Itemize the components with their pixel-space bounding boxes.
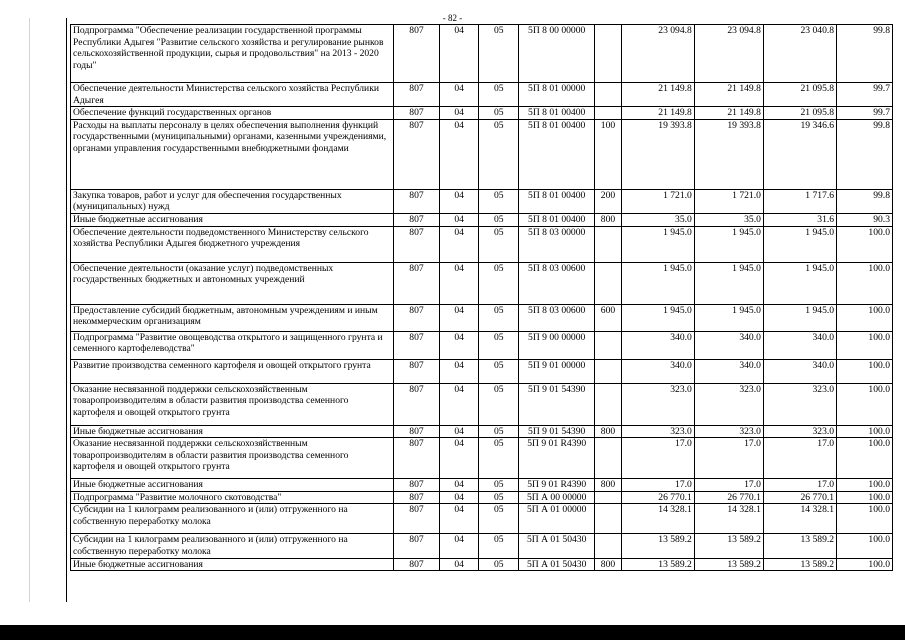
refined-amount: 1 945.0 <box>694 304 763 331</box>
row-name: Подпрограмма "Обеспечение реализации государственной программы Республики Адыгея "Развитие сельского хозяйства и регулирование рынков сельскохозяйственной продукции, сырья и продовольствия" на 2013 - 2020 годы" <box>71 25 394 83</box>
subsection-code: 05 <box>479 479 519 492</box>
expense-type <box>595 226 621 262</box>
subsection-code: 05 <box>479 25 519 83</box>
plan-amount: 13 589.2 <box>621 558 694 571</box>
table-row <box>71 107 893 120</box>
execution-percent: 100.0 <box>837 504 893 534</box>
page-number: - 82 - <box>442 13 463 23</box>
target-article: 5П 8 03 00600 <box>519 262 595 304</box>
refined-amount: 35.0 <box>694 213 763 226</box>
row-name: Иные бюджетные ассигнования <box>71 213 394 226</box>
refined-amount: 21 149.8 <box>694 107 763 120</box>
table-row <box>71 189 893 213</box>
expense-type <box>595 83 621 107</box>
refined-amount: 340.0 <box>694 331 763 359</box>
section-code: 04 <box>439 479 479 492</box>
admin-code: 807 <box>394 213 440 226</box>
execution-percent: 99.8 <box>837 119 893 189</box>
row-name: Обеспечение функций государственных органов <box>71 107 394 120</box>
section-code: 04 <box>439 504 479 534</box>
execution-percent: 99.8 <box>837 25 893 83</box>
plan-amount: 340.0 <box>621 331 694 359</box>
table-row <box>71 491 893 504</box>
table-row <box>71 425 893 438</box>
row-name: Оказание несвязанной поддержки сельскохозяйственным товаропроизводителям в области развития производства семенного картофеля и овощей открытого грунта <box>71 383 394 425</box>
plan-amount: 26 770.1 <box>621 491 694 504</box>
subsection-code: 05 <box>479 304 519 331</box>
executed-amount: 14 328.1 <box>763 504 836 534</box>
expense-type: 800 <box>595 425 621 438</box>
section-code: 04 <box>439 189 479 213</box>
admin-code: 807 <box>394 107 440 120</box>
plan-amount: 17.0 <box>621 438 694 479</box>
admin-code: 807 <box>394 331 440 359</box>
admin-code: 807 <box>394 226 440 262</box>
target-article: 5П 8 03 00600 <box>519 304 595 331</box>
subsection-code: 05 <box>479 491 519 504</box>
expense-type <box>595 504 621 534</box>
row-name: Закупка товаров, работ и услуг для обеспечения государственных (муниципальных) нужд <box>71 189 394 213</box>
table-row <box>71 119 893 189</box>
subsection-code: 05 <box>479 189 519 213</box>
expense-type: 800 <box>595 558 621 571</box>
subsection-code: 05 <box>479 331 519 359</box>
plan-amount: 1 945.0 <box>621 304 694 331</box>
admin-code: 807 <box>394 359 440 383</box>
table-row <box>71 226 893 262</box>
expense-type <box>595 383 621 425</box>
section-code: 04 <box>439 304 479 331</box>
row-name: Иные бюджетные ассигнования <box>71 425 394 438</box>
target-article: 5П 8 01 00400 <box>519 189 595 213</box>
execution-percent: 100.0 <box>837 304 893 331</box>
target-article: 5П 8 01 00400 <box>519 119 595 189</box>
execution-percent: 99.8 <box>837 189 893 213</box>
admin-code: 807 <box>394 558 440 571</box>
section-code: 04 <box>439 226 479 262</box>
execution-percent: 90.3 <box>837 213 893 226</box>
admin-code: 807 <box>394 479 440 492</box>
table-row <box>71 438 893 479</box>
executed-amount: 31.6 <box>763 213 836 226</box>
subsection-code: 05 <box>479 107 519 120</box>
row-name: Оказание несвязанной поддержки сельскохозяйственным товаропроизводителям в области развития производства семенного картофеля и овощей открытого грунта <box>71 438 394 479</box>
expense-type <box>595 491 621 504</box>
section-code: 04 <box>439 425 479 438</box>
admin-code: 807 <box>394 534 440 558</box>
target-article: 5П 8 01 00400 <box>519 213 595 226</box>
table-row <box>71 304 893 331</box>
section-code: 04 <box>439 383 479 425</box>
executed-amount: 1 945.0 <box>763 226 836 262</box>
scan-bottom-edge <box>0 625 905 640</box>
refined-amount: 1 721.0 <box>694 189 763 213</box>
target-article: 5П А 01 00000 <box>519 504 595 534</box>
target-article: 5П 9 01 R4390 <box>519 479 595 492</box>
execution-percent: 100.0 <box>837 425 893 438</box>
refined-amount: 21 149.8 <box>694 83 763 107</box>
admin-code: 807 <box>394 25 440 83</box>
expense-type: 100 <box>595 119 621 189</box>
plan-amount: 23 094.8 <box>621 25 694 83</box>
executed-amount: 323.0 <box>763 425 836 438</box>
subsection-code: 05 <box>479 425 519 438</box>
table-row <box>71 504 893 534</box>
target-article: 5П 9 01 54390 <box>519 425 595 438</box>
admin-code: 807 <box>394 491 440 504</box>
execution-percent: 100.0 <box>837 226 893 262</box>
executed-amount: 17.0 <box>763 479 836 492</box>
refined-amount: 323.0 <box>694 383 763 425</box>
target-article: 5П 8 01 00400 <box>519 107 595 120</box>
target-article: 5П 8 00 00000 <box>519 25 595 83</box>
execution-percent: 100.0 <box>837 534 893 558</box>
target-article: 5П А 01 50430 <box>519 534 595 558</box>
execution-percent: 100.0 <box>837 558 893 571</box>
execution-percent: 100.0 <box>837 491 893 504</box>
row-name: Иные бюджетные ассигнования <box>71 558 394 571</box>
plan-amount: 340.0 <box>621 359 694 383</box>
plan-amount: 14 328.1 <box>621 504 694 534</box>
row-name: Обеспечение деятельности (оказание услуг) подведомственных государственных бюджетных и автономных учреждений <box>71 262 394 304</box>
subsection-code: 05 <box>479 383 519 425</box>
execution-percent: 99.7 <box>837 83 893 107</box>
subsection-code: 05 <box>479 213 519 226</box>
target-article: 5П 9 01 00000 <box>519 359 595 383</box>
subsection-code: 05 <box>479 438 519 479</box>
execution-percent: 100.0 <box>837 262 893 304</box>
executed-amount: 1 945.0 <box>763 262 836 304</box>
section-code: 04 <box>439 359 479 383</box>
section-code: 04 <box>439 262 479 304</box>
refined-amount: 13 589.2 <box>694 534 763 558</box>
refined-amount: 1 945.0 <box>694 262 763 304</box>
subsection-code: 05 <box>479 226 519 262</box>
target-article: 5П 9 01 R4390 <box>519 438 595 479</box>
row-name: Иные бюджетные ассигнования <box>71 479 394 492</box>
expense-type <box>595 262 621 304</box>
table-row <box>71 558 893 571</box>
section-code: 04 <box>439 331 479 359</box>
expense-type <box>595 25 621 83</box>
refined-amount: 26 770.1 <box>694 491 763 504</box>
refined-amount: 340.0 <box>694 359 763 383</box>
subsection-code: 05 <box>479 119 519 189</box>
budget-rows <box>71 25 893 571</box>
refined-amount: 23 094.8 <box>694 25 763 83</box>
subsection-code: 05 <box>479 534 519 558</box>
target-article: 5П А 00 00000 <box>519 491 595 504</box>
row-name: Подпрограмма "Развитие овощеводства открытого и защищенного грунта и семенного картофелеводства" <box>71 331 394 359</box>
target-article: 5П 9 01 54390 <box>519 383 595 425</box>
target-article: 5П 8 03 00000 <box>519 226 595 262</box>
row-name: Обеспечение деятельности подведомственного Министерству сельского хозяйства Республики Адыгея бюджетного учреждения <box>71 226 394 262</box>
budget-table <box>70 24 893 571</box>
plan-amount: 35.0 <box>621 213 694 226</box>
table-row <box>71 534 893 558</box>
executed-amount: 340.0 <box>763 331 836 359</box>
executed-amount: 17.0 <box>763 438 836 479</box>
expense-type: 800 <box>595 213 621 226</box>
subsection-code: 05 <box>479 262 519 304</box>
plan-amount: 21 149.8 <box>621 83 694 107</box>
execution-percent: 100.0 <box>837 479 893 492</box>
row-name: Развитие производства семенного картофеля и овощей открытого грунта <box>71 359 394 383</box>
refined-amount: 17.0 <box>694 438 763 479</box>
target-article: 5П 9 00 00000 <box>519 331 595 359</box>
execution-percent: 99.7 <box>837 107 893 120</box>
execution-percent: 100.0 <box>837 359 893 383</box>
admin-code: 807 <box>394 425 440 438</box>
refined-amount: 19 393.8 <box>694 119 763 189</box>
admin-code: 807 <box>394 119 440 189</box>
execution-percent: 100.0 <box>837 331 893 359</box>
plan-amount: 323.0 <box>621 383 694 425</box>
table-row <box>71 331 893 359</box>
plan-amount: 17.0 <box>621 479 694 492</box>
row-name: Субсидии на 1 килограмм реализованного и (или) отгруженного на собственную переработку молока <box>71 534 394 558</box>
executed-amount: 26 770.1 <box>763 491 836 504</box>
plan-amount: 1 721.0 <box>621 189 694 213</box>
table-row <box>71 213 893 226</box>
subsection-code: 05 <box>479 359 519 383</box>
target-article: 5П А 01 50430 <box>519 558 595 571</box>
executed-amount: 13 589.2 <box>763 534 836 558</box>
executed-amount: 21 095.8 <box>763 83 836 107</box>
expense-type <box>595 331 621 359</box>
plan-amount: 323.0 <box>621 425 694 438</box>
execution-percent: 100.0 <box>837 383 893 425</box>
executed-amount: 1 717.6 <box>763 189 836 213</box>
plan-amount: 1 945.0 <box>621 226 694 262</box>
executed-amount: 340.0 <box>763 359 836 383</box>
admin-code: 807 <box>394 383 440 425</box>
executed-amount: 21 095.8 <box>763 107 836 120</box>
target-article: 5П 8 01 00000 <box>519 83 595 107</box>
row-name: Субсидии на 1 килограмм реализованного и (или) отгруженного на собственную переработку молока <box>71 504 394 534</box>
expense-type: 600 <box>595 304 621 331</box>
admin-code: 807 <box>394 504 440 534</box>
expense-type <box>595 107 621 120</box>
section-code: 04 <box>439 213 479 226</box>
executed-amount: 1 945.0 <box>763 304 836 331</box>
expense-type <box>595 359 621 383</box>
section-code: 04 <box>439 491 479 504</box>
row-name: Расходы на выплаты персоналу в целях обеспечения выполнения функций государственными (муниципальными) органами, казенными учреждениями, органами управления государственными внебюджетными фондами <box>71 119 394 189</box>
admin-code: 807 <box>394 189 440 213</box>
plan-amount: 1 945.0 <box>621 262 694 304</box>
admin-code: 807 <box>394 438 440 479</box>
section-code: 04 <box>439 558 479 571</box>
section-code: 04 <box>439 107 479 120</box>
section-code: 04 <box>439 534 479 558</box>
row-name: Предоставление субсидий бюджетным, автономным учреждениям и иным некоммерческим организациям <box>71 304 394 331</box>
subsection-code: 05 <box>479 558 519 571</box>
plan-amount: 13 589.2 <box>621 534 694 558</box>
refined-amount: 13 589.2 <box>694 558 763 571</box>
executed-amount: 323.0 <box>763 383 836 425</box>
subsection-code: 05 <box>479 504 519 534</box>
subsection-code: 05 <box>479 83 519 107</box>
admin-code: 807 <box>394 262 440 304</box>
table-row <box>71 25 893 83</box>
plan-amount: 21 149.8 <box>621 107 694 120</box>
table-row <box>71 262 893 304</box>
section-code: 04 <box>439 119 479 189</box>
executed-amount: 13 589.2 <box>763 558 836 571</box>
expense-type <box>595 534 621 558</box>
table-row <box>71 383 893 425</box>
table-row <box>71 479 893 492</box>
execution-percent: 100.0 <box>837 438 893 479</box>
refined-amount: 14 328.1 <box>694 504 763 534</box>
expense-type: 200 <box>595 189 621 213</box>
section-code: 04 <box>439 438 479 479</box>
refined-amount: 17.0 <box>694 479 763 492</box>
executed-amount: 19 346.6 <box>763 119 836 189</box>
expense-type: 800 <box>595 479 621 492</box>
plan-amount: 19 393.8 <box>621 119 694 189</box>
admin-code: 807 <box>394 83 440 107</box>
section-code: 04 <box>439 25 479 83</box>
admin-code: 807 <box>394 304 440 331</box>
expense-type <box>595 438 621 479</box>
table-row <box>71 359 893 383</box>
scan-margin-strip <box>29 18 67 602</box>
section-code: 04 <box>439 83 479 107</box>
row-name: Обеспечение деятельности Министерства сельского хозяйства Республики Адыгея <box>71 83 394 107</box>
refined-amount: 323.0 <box>694 425 763 438</box>
table-row <box>71 83 893 107</box>
refined-amount: 1 945.0 <box>694 226 763 262</box>
row-name: Подпрограмма "Развитие молочного скотоводства" <box>71 491 394 504</box>
executed-amount: 23 040.8 <box>763 25 836 83</box>
